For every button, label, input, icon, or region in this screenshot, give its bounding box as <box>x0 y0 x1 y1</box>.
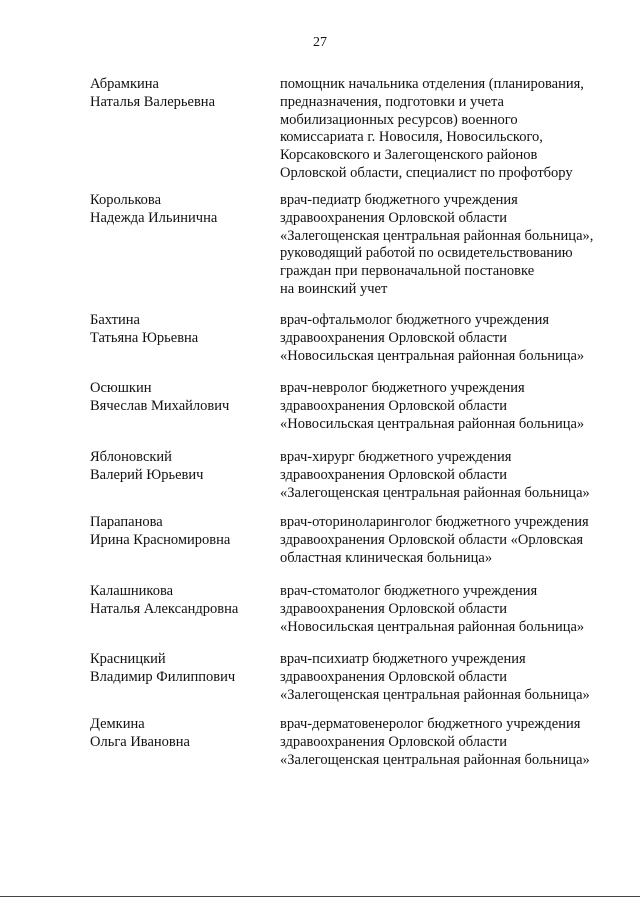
position-line: здравоохранения Орловской области <box>280 329 507 346</box>
person-name <box>90 651 270 687</box>
position-line: здравоохранения Орловской области <box>280 209 507 226</box>
position-line: врач-дерматовенеролог бюджетного учреждения <box>280 716 581 732</box>
position-line: руководящий работой по освидетельствованию <box>280 245 573 262</box>
position-line: здравоохранения Орловской области <box>280 733 507 750</box>
person-surname: Абрамкина <box>90 76 159 92</box>
position-description <box>280 312 610 365</box>
person-given-names: Вячеслав Михайлович <box>90 397 230 414</box>
position-line: «Залегощенская центральная районная больница» <box>280 484 590 501</box>
position-line: врач-стоматолог бюджетного учреждения <box>280 583 538 599</box>
position-description <box>280 583 610 636</box>
position-line: «Новосильская центральная районная больница» <box>280 618 585 635</box>
position-line: «Залегощенская центральная районная больница» <box>280 686 590 703</box>
position-line: «Новосильская центральная районная больница» <box>280 347 585 364</box>
person-given-names: Надежда Ильинична <box>90 209 218 226</box>
person-given-names: Ольга Ивановна <box>90 733 190 750</box>
person-name <box>90 76 270 112</box>
position-line: «Залегощенская центральная районная больница», <box>280 227 594 244</box>
position-line: помощник начальника отделения (планирования, <box>280 76 584 92</box>
position-description <box>280 76 610 183</box>
person-name <box>90 192 270 228</box>
position-description <box>280 651 610 704</box>
position-line: граждан при первоначальной постановке <box>280 263 535 280</box>
position-line: здравоохранения Орловской области «Орловская <box>280 531 584 548</box>
person-given-names: Наталья Александровна <box>90 600 239 617</box>
position-line: врач-хирург бюджетного учреждения <box>280 449 512 465</box>
position-line: врач-невролог бюджетного учреждения <box>280 380 525 396</box>
position-description <box>280 380 610 433</box>
person-surname: Яблоновский <box>90 449 172 465</box>
page-number: 27 <box>313 35 327 50</box>
position-line: врач-психиатр бюджетного учреждения <box>280 651 526 667</box>
position-description <box>280 716 610 769</box>
position-line: здравоохранения Орловской области <box>280 397 507 414</box>
person-surname: Осюшкин <box>90 380 152 396</box>
position-line: здравоохранения Орловской области <box>280 600 507 617</box>
person-surname: Красницкий <box>90 651 166 667</box>
person-surname: Королькова <box>90 192 162 208</box>
position-line: здравоохранения Орловской области <box>280 668 507 685</box>
position-line: Орловской области, специалист по профотбору <box>280 164 573 181</box>
person-name <box>90 380 270 416</box>
person-name <box>90 583 270 619</box>
person-given-names: Валерий Юрьевич <box>90 466 204 483</box>
page-bottom-divider <box>0 896 640 897</box>
position-line: врач-офтальмолог бюджетного учреждения <box>280 312 550 328</box>
person-surname: Бахтина <box>90 312 140 328</box>
position-line: предназначения, подготовки и учета <box>280 93 504 110</box>
position-line: Корсаковского и Залегощенского районов <box>280 147 538 164</box>
person-name <box>90 514 270 550</box>
position-line: «Залегощенская центральная районная больница» <box>280 751 590 768</box>
position-description <box>280 192 610 299</box>
position-line: здравоохранения Орловской области <box>280 466 507 483</box>
position-description <box>280 514 610 567</box>
position-line: областная клиническая больница» <box>280 549 493 566</box>
position-line: мобилизационных ресурсов) военного <box>280 111 518 128</box>
person-name <box>90 716 270 752</box>
person-surname: Калашникова <box>90 583 174 599</box>
person-name <box>90 312 270 348</box>
position-line: комиссариата г. Новосиля, Новосильского, <box>280 129 543 146</box>
position-line: на воинский учет <box>280 280 388 297</box>
position-line: врач-оториноларинголог бюджетного учреждения <box>280 514 589 530</box>
position-line: врач-педиатр бюджетного учреждения <box>280 192 518 208</box>
person-given-names: Владимир Филиппович <box>90 668 236 685</box>
person-surname: Парапанова <box>90 514 163 530</box>
person-given-names: Наталья Валерьевна <box>90 93 215 110</box>
person-given-names: Ирина Красномировна <box>90 531 231 548</box>
position-description <box>280 449 610 502</box>
position-line: «Новосильская центральная районная больница» <box>280 415 585 432</box>
person-given-names: Татьяна Юрьевна <box>90 329 199 346</box>
person-surname: Демкина <box>90 716 145 732</box>
person-name <box>90 449 270 485</box>
